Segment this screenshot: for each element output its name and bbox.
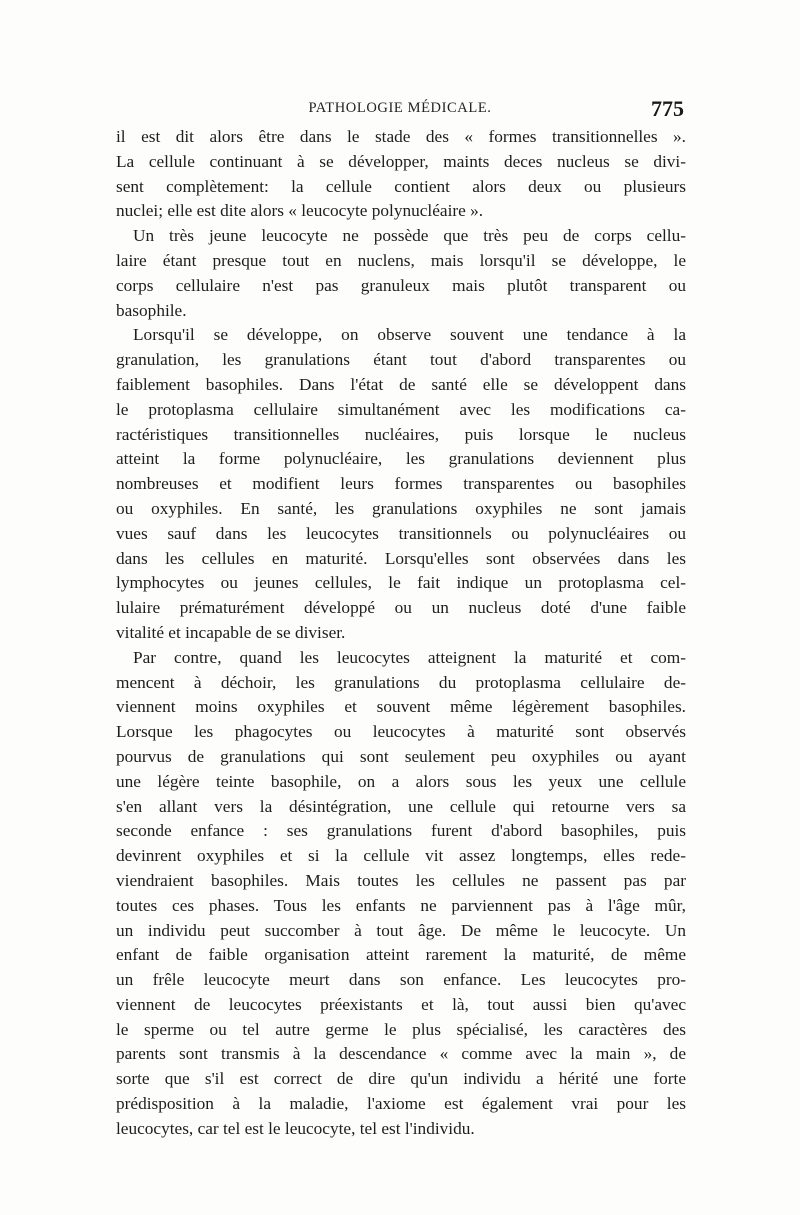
text-line: granulation, les granulations étant tout d'abord transparentes ou [116,350,686,370]
text-line: prédisposition à la maladie, l'axiome est également vrai pour les [116,1094,686,1114]
text-line: laire étant presque tout en nuclens, mais lorsqu'il se développe, le [116,250,686,270]
text-line: mencent à déchoir, les granulations du protoplasma cellulaire de- [116,672,686,692]
text-line: leucocytes, car tel est le leucocyte, tel est l'individu. [116,1118,475,1138]
text-line: basophile. [116,300,187,320]
text-line: une légère teinte basophile, on a alors sous les yeux une cellule [116,771,686,791]
text-line: La cellule continuant à se développer, maints deces nucleus se divi- [116,151,686,171]
text-line: vues sauf dans les leucocytes transitionnels ou polynucléaires ou [116,523,686,543]
text-line: vitalité et incapable de se diviser. [116,622,346,642]
text-line: ou oxyphiles. En santé, les granulations oxyphiles ne sont jamais [116,498,686,518]
text-line: seconde enfance : ses granulations furent d'abord basophiles, puis [116,821,686,841]
text-line: Par contre, quand les leucocytes atteignent la maturité et com- [133,647,686,667]
text-line: sorte que s'il est correct de dire qu'un individu a hérité une forte [116,1069,686,1089]
text-line: enfant de faible organisation atteint rarement la maturité, de même [116,945,686,965]
text-line: Lorsqu'il se développe, on observe souvent une tendance à la [133,325,686,345]
text-line: Lorsque les phagocytes ou leucocytes à maturité sont observés [116,722,686,742]
text-line: ractéristiques transitionnelles nucléaires, puis lorsque le nucleus [116,424,686,444]
text-line: nombreuses et modifient leurs formes transparentes ou basophiles [116,474,686,494]
text-line: s'en allant vers la désintégration, une cellule qui retourne vers sa [116,796,686,816]
text-line: lymphocytes ou jeunes cellules, le fait indique un protoplasma cel- [116,573,686,593]
text-line: atteint la forme polynucléaire, les granulations deviennent plus [116,449,686,469]
running-head [116,96,684,126]
text-line: il est dit alors être dans le stade des « formes transitionnelles ». [116,127,686,146]
text-line: nuclei; elle est dite alors « leucocyte polynucléaire ». [116,201,484,221]
text-line: Un très jeune leucocyte ne possède que très peu de corps cellu- [133,226,686,246]
page-number: 775 [651,96,684,121]
text-line: pourvus de granulations qui sont seulement peu oxyphiles ou ayant [116,746,686,766]
text-line: toutes ces phases. Tous les enfants ne parviennent pas à l'âge mûr, [116,895,686,915]
text-line: viennent de leucocytes préexistants et là, tout aussi bien qu'avec [116,994,686,1014]
text-line: lulaire prématurément développé ou un nucleus doté d'une faible [116,598,686,618]
body-text [116,125,686,1142]
text-line: parents sont transmis à la descendance « comme avec la main », de [116,1044,686,1064]
text-line: un individu peut succomber à tout âge. De même le leucocyte. Un [116,920,686,940]
text-line: viendraient basophiles. Mais toutes les cellules ne passent pas par [116,870,686,890]
text-line: corps cellulaire n'est pas granuleux mais plutôt transparent ou [116,275,686,295]
text-line: le sperme ou tel autre germe le plus spécialisé, les caractères des [116,1019,686,1039]
text-line: devinrent oxyphiles et si la cellule vit assez longtemps, elles rede- [116,846,686,866]
text-line: un frêle leucocyte meurt dans son enfance. Les leucocytes pro- [116,970,686,990]
text-line: viennent moins oxyphiles et souvent même légèrement basophiles. [116,697,686,717]
running-title: PATHOLOGIE MÉDICALE. [308,100,492,116]
text-line: le protoplasma cellulaire simultanément avec les modifications ca- [116,399,686,419]
text-line: faiblement basophiles. Dans l'état de santé elle se développent dans [116,374,686,394]
text-line: dans les cellules en maturité. Lorsqu'elles sont observées dans les [116,548,686,568]
text-line: sent complètement: la cellule contient alors deux ou plusieurs [116,176,686,196]
